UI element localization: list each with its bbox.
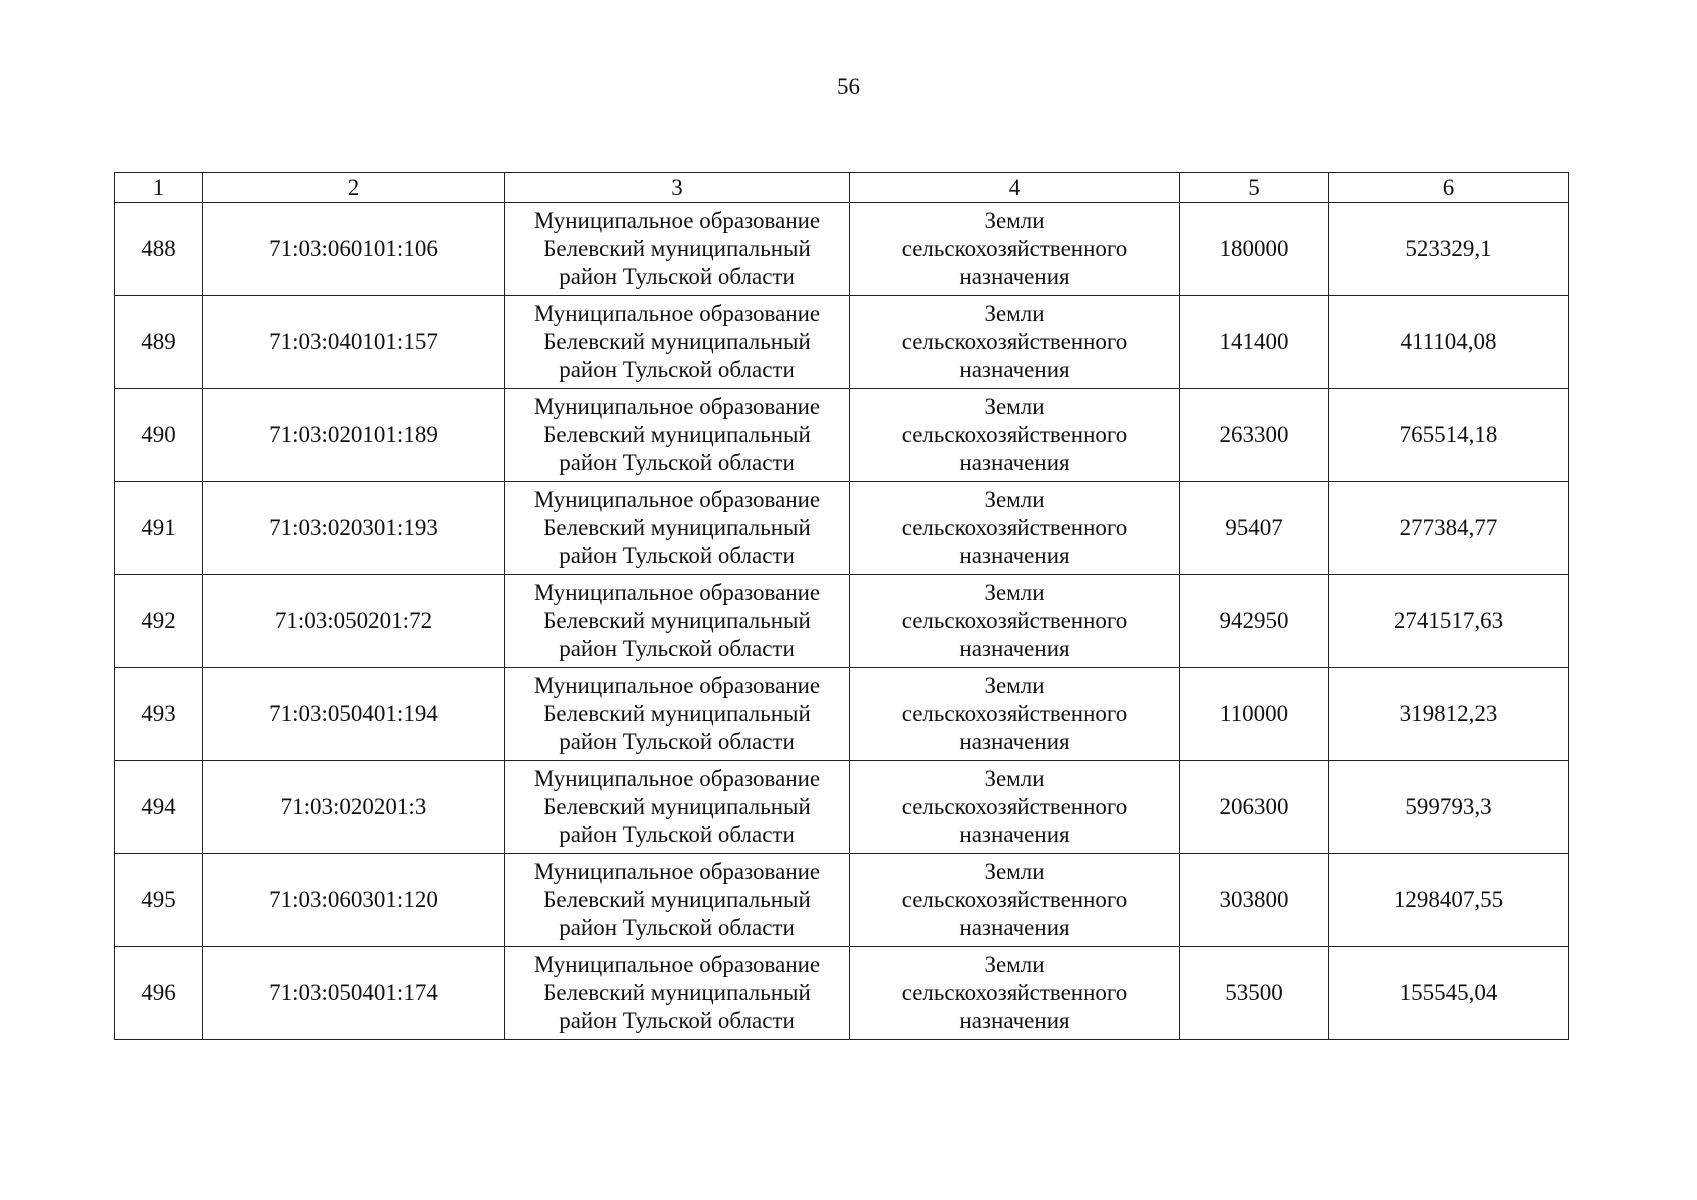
owner-cell	[505, 482, 850, 575]
area-cell: 303800	[1180, 854, 1329, 947]
land-category-cell-line: сельскохозяйственного	[901, 608, 1128, 633]
owner-cell-line: Белевский муниципальный	[543, 701, 811, 726]
row-number-cell: 493	[115, 668, 203, 761]
area-cell: 141400	[1180, 296, 1329, 389]
cadastral-number-cell: 71:03:020101:189	[203, 389, 505, 482]
owner-cell	[505, 203, 850, 296]
row-number-cell: 489	[115, 296, 203, 389]
land-category-cell-line: сельскохозяйственного	[901, 980, 1128, 1005]
land-category-cell	[850, 389, 1180, 482]
land-category-cell	[850, 575, 1180, 668]
area-cell: 110000	[1180, 668, 1329, 761]
cadastral-value-cell: 319812,23	[1329, 668, 1569, 761]
table-row	[115, 854, 1569, 947]
owner-cell	[505, 947, 850, 1040]
row-number-cell: 496	[115, 947, 203, 1040]
owner-cell-line: Муниципальное образование	[533, 952, 821, 977]
land-category-cell	[850, 296, 1180, 389]
row-number-cell: 488	[115, 203, 203, 296]
land-category-cell-line: Земли	[984, 487, 1045, 512]
cadastral-number-cell: 71:03:060301:120	[203, 854, 505, 947]
owner-cell-line: район Тульской области	[559, 636, 795, 661]
area-cell: 263300	[1180, 389, 1329, 482]
owner-cell-line: Муниципальное образование	[533, 487, 821, 512]
table-body	[115, 203, 1569, 1040]
owner-cell	[505, 761, 850, 854]
area-cell: 206300	[1180, 761, 1329, 854]
land-category-cell-line: сельскохозяйственного	[901, 236, 1128, 261]
land-category-cell-line: назначения	[959, 1008, 1070, 1033]
table-row	[115, 482, 1569, 575]
land-category-cell-line: Земли	[984, 952, 1045, 977]
land-category-cell-line: сельскохозяйственного	[901, 329, 1128, 354]
owner-cell-line: Белевский муниципальный	[543, 794, 811, 819]
land-plots-table	[114, 172, 1569, 1040]
cadastral-number-cell: 71:03:050201:72	[203, 575, 505, 668]
owner-cell-line: Муниципальное образование	[533, 208, 821, 233]
land-category-cell	[850, 761, 1180, 854]
owner-cell-line: Муниципальное образование	[533, 580, 821, 605]
table-row	[115, 296, 1569, 389]
land-category-cell-line: Земли	[984, 301, 1045, 326]
area-cell: 53500	[1180, 947, 1329, 1040]
cadastral-value-cell: 765514,18	[1329, 389, 1569, 482]
owner-cell-line: район Тульской области	[559, 822, 795, 847]
land-category-cell	[850, 947, 1180, 1040]
row-number-cell: 491	[115, 482, 203, 575]
owner-cell	[505, 668, 850, 761]
land-category-cell-line: сельскохозяйственного	[901, 701, 1128, 726]
owner-cell-line: Белевский муниципальный	[543, 980, 811, 1005]
land-category-cell	[850, 203, 1180, 296]
owner-cell-line: район Тульской области	[559, 543, 795, 568]
cadastral-number-cell: 71:03:050401:194	[203, 668, 505, 761]
owner-cell	[505, 389, 850, 482]
owner-cell-line: Белевский муниципальный	[543, 887, 811, 912]
cadastral-value-cell: 155545,04	[1329, 947, 1569, 1040]
cadastral-value-cell: 277384,77	[1329, 482, 1569, 575]
owner-cell	[505, 575, 850, 668]
cadastral-value-cell: 1298407,55	[1329, 854, 1569, 947]
column-number-row	[115, 173, 1569, 203]
owner-cell	[505, 296, 850, 389]
cadastral-number-cell: 71:03:020301:193	[203, 482, 505, 575]
land-category-cell	[850, 668, 1180, 761]
land-category-cell-line: Земли	[984, 394, 1045, 419]
table-row	[115, 203, 1569, 296]
table-row	[115, 668, 1569, 761]
land-category-cell-line: Земли	[984, 208, 1045, 233]
owner-cell-line: район Тульской области	[559, 450, 795, 475]
cadastral-value-cell: 523329,1	[1329, 203, 1569, 296]
cadastral-number-cell: 71:03:040101:157	[203, 296, 505, 389]
owner-cell-line: Белевский муниципальный	[543, 515, 811, 540]
row-number-cell: 490	[115, 389, 203, 482]
owner-cell-line: Муниципальное образование	[533, 766, 821, 791]
owner-cell-line: район Тульской области	[559, 264, 795, 289]
area-cell: 180000	[1180, 203, 1329, 296]
row-number-cell: 494	[115, 761, 203, 854]
page-number: 56	[837, 74, 860, 99]
land-category-cell-line: назначения	[959, 729, 1070, 754]
area-cell: 95407	[1180, 482, 1329, 575]
owner-cell-line: Белевский муниципальный	[543, 422, 811, 447]
owner-cell-line: Белевский муниципальный	[543, 236, 811, 261]
column-header: 1	[115, 173, 203, 203]
land-category-cell-line: назначения	[959, 915, 1070, 940]
land-category-cell-line: Земли	[984, 766, 1045, 791]
land-category-cell-line: назначения	[959, 636, 1070, 661]
owner-cell-line: район Тульской области	[559, 915, 795, 940]
column-header: 6	[1329, 173, 1569, 203]
owner-cell-line: Белевский муниципальный	[543, 608, 811, 633]
cadastral-value-cell: 599793,3	[1329, 761, 1569, 854]
owner-cell-line: Муниципальное образование	[533, 301, 821, 326]
column-header: 2	[203, 173, 505, 203]
table-row	[115, 761, 1569, 854]
owner-cell-line: Муниципальное образование	[533, 394, 821, 419]
row-number-cell: 492	[115, 575, 203, 668]
owner-cell-line: район Тульской области	[559, 729, 795, 754]
land-category-cell-line: сельскохозяйственного	[901, 887, 1128, 912]
cadastral-value-cell: 2741517,63	[1329, 575, 1569, 668]
column-header: 3	[505, 173, 850, 203]
land-category-cell-line: назначения	[959, 822, 1070, 847]
cadastral-number-cell: 71:03:060101:106	[203, 203, 505, 296]
land-category-cell	[850, 854, 1180, 947]
owner-cell-line: район Тульской области	[559, 1008, 795, 1033]
column-header: 4	[850, 173, 1180, 203]
land-category-cell-line: назначения	[959, 264, 1070, 289]
cadastral-value-cell: 411104,08	[1329, 296, 1569, 389]
land-category-cell-line: сельскохозяйственного	[901, 794, 1128, 819]
table-row	[115, 947, 1569, 1040]
land-category-cell-line: назначения	[959, 357, 1070, 382]
owner-cell	[505, 854, 850, 947]
land-category-cell-line: Земли	[984, 580, 1045, 605]
owner-cell-line: Муниципальное образование	[533, 673, 821, 698]
owner-cell-line: Муниципальное образование	[533, 859, 821, 884]
land-category-cell-line: сельскохозяйственного	[901, 515, 1128, 540]
row-number-cell: 495	[115, 854, 203, 947]
table-row	[115, 389, 1569, 482]
land-category-cell-line: сельскохозяйственного	[901, 422, 1128, 447]
owner-cell-line: Белевский муниципальный	[543, 329, 811, 354]
table-row	[115, 575, 1569, 668]
owner-cell-line: район Тульской области	[559, 357, 795, 382]
land-category-cell-line: назначения	[959, 450, 1070, 475]
area-cell: 942950	[1180, 575, 1329, 668]
land-category-cell-line: Земли	[984, 859, 1045, 884]
land-category-cell	[850, 482, 1180, 575]
land-category-cell-line: Земли	[984, 673, 1045, 698]
land-category-cell-line: назначения	[959, 543, 1070, 568]
column-header: 5	[1180, 173, 1329, 203]
cadastral-number-cell: 71:03:050401:174	[203, 947, 505, 1040]
cadastral-number-cell: 71:03:020201:3	[203, 761, 505, 854]
